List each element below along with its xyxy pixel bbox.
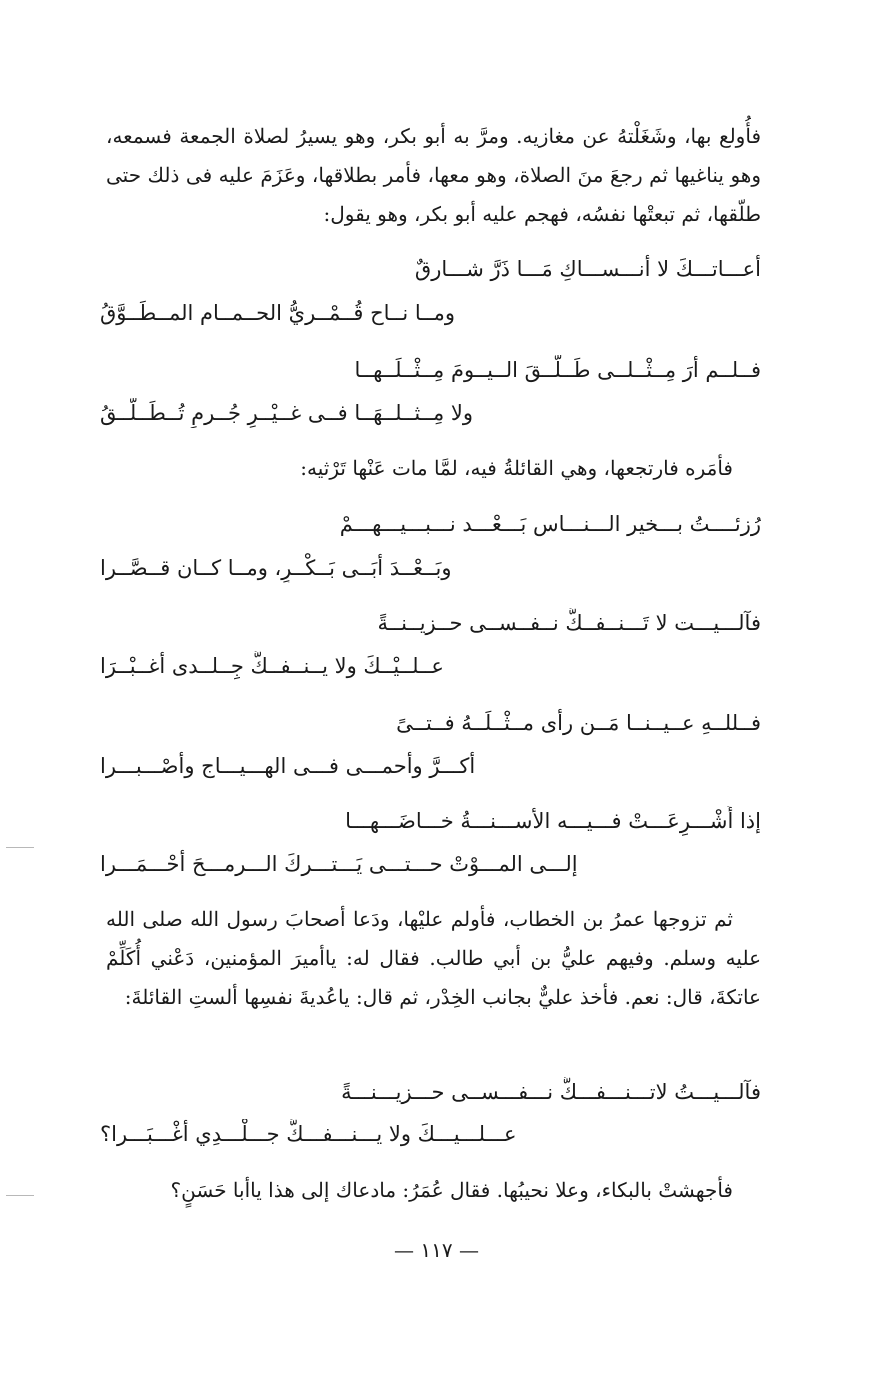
verse-1-first-hemistich: أعـــاتـــكَ لا أنـــســـاكِ مَـــا ذَرَّ شـــارقٌ: [414, 257, 761, 281]
paragraph-text: ثم تزوجها عمرُ بن الخطاب، فأولم عليْها، ودَعا أصحابَ رسول الله صلى الله عليه وسلم. وفيهم عليُّ بن أبي طالب. فقال له: ياأميرَ المؤمنين، دَعْني أُكَلِّمْ عاتكةَ، قال: نعم. فأخذ عليٌّ بجانب الخِدْر، ثم قال: ياعُديةَ نفسِها ألستِ القائلةَ:: [106, 907, 761, 1009]
verse-5-second-hemistich: أكـــرَّ وأحمـــى فـــى الهـــيـــاج وأصْـــبـــرا: [100, 754, 476, 778]
scan-edge-mark: [6, 847, 34, 848]
verse-3-first-hemistich: رُزئــــتُ بـــخير الـــنـــاس بَـــعْـــد نـــبـــيـــهـــمْ: [339, 512, 761, 536]
verse-3-second-hemistich: وبَــعْــدَ أبَــى بَــكْــرٍ، ومــا كــان قــصَّــرا: [100, 556, 452, 580]
prose-paragraph-1: [106, 117, 761, 234]
verse-7-second-hemistich: عـــلـــيـــكَ ولا يـــنـــفـــكُّ جـــلْـــدِي أغْـــبَـــرا؟: [100, 1122, 517, 1146]
verse-2-first-hemistich: فــلــم أرَ مِــثْــلــى طَــلَّــقَ الــيــومَ مِــثْــلَــهــا: [354, 358, 761, 382]
verse-5-first-hemistich: فــللــهِ عــيــنــا مَــن رأى مــثْــلَــهُ فــتــىً: [396, 711, 761, 735]
verse-2-second-hemistich: ولا مِــثــلــهَــا فــى غــيْــرِ جُــرمٍ تُــطَــلَّــقُ: [100, 401, 474, 425]
paragraph-text: فأُولع بها، وشَغَلْتهُ عن مغازيه. ومرَّ به أبو بكر، وهو يسيرُ لصلاة الجمعة فسمعه، وهو يناغيها ثم رجعَ منَ الصلاة، وهو معها، فأمر بطلاقها، وعَزَمَ عليه فى ذلك حتى طلّقها، ثم تبعتْها نفسُه، فهجم عليه أبو بكر، وهو يقول:: [106, 124, 761, 226]
verse-7-first-hemistich: فآلـــيـــتُ لاتـــنـــفـــكُّ نـــفـــســى حـــزيـــنـــةً: [341, 1080, 761, 1104]
prose-paragraph-2: [106, 449, 761, 488]
verse-1-second-hemistich: ومــا نــاح قُــمْــريُّ الحــمــام المــطَــوَّقُ: [100, 301, 456, 325]
page-number: — ١١٧ —: [394, 1238, 479, 1262]
verse-4-first-hemistich: فآلـــيـــت لا تَـــنــفــكُّ نــفــســى حــزيــنــةً: [377, 611, 761, 635]
verse-4-second-hemistich: عــلــيْــكَ ولا يــنــفــكُّ جِــلــدى أغــبْــرَا: [100, 654, 444, 678]
verse-6-second-hemistich: إلـــى المـــوْتْ حـــتـــى يَـــتـــركَ الـــرمـــحَ أحْـــمَـــرا: [100, 852, 578, 876]
prose-paragraph-3: [106, 900, 761, 1017]
paragraph-text: فأمَره فارتجعها، وهي القائلةُ فيه، لمَّا مات عَنْها تَرْثيه:: [300, 456, 733, 480]
paragraph-text: فأجهشتْ بالبكاء، وعلا نحيبُها. فقال عُمَرُ: مادعاك إلى هذا ياأبا حَسَنٍ؟: [170, 1178, 733, 1202]
scan-edge-mark: [6, 1195, 34, 1196]
verse-6-first-hemistich: إذا أُشْـــرِعَـــتْ فـــيـــه الأســـنـــةُ خـــاضَـــهـــا: [345, 809, 761, 833]
prose-paragraph-4: [106, 1171, 761, 1210]
